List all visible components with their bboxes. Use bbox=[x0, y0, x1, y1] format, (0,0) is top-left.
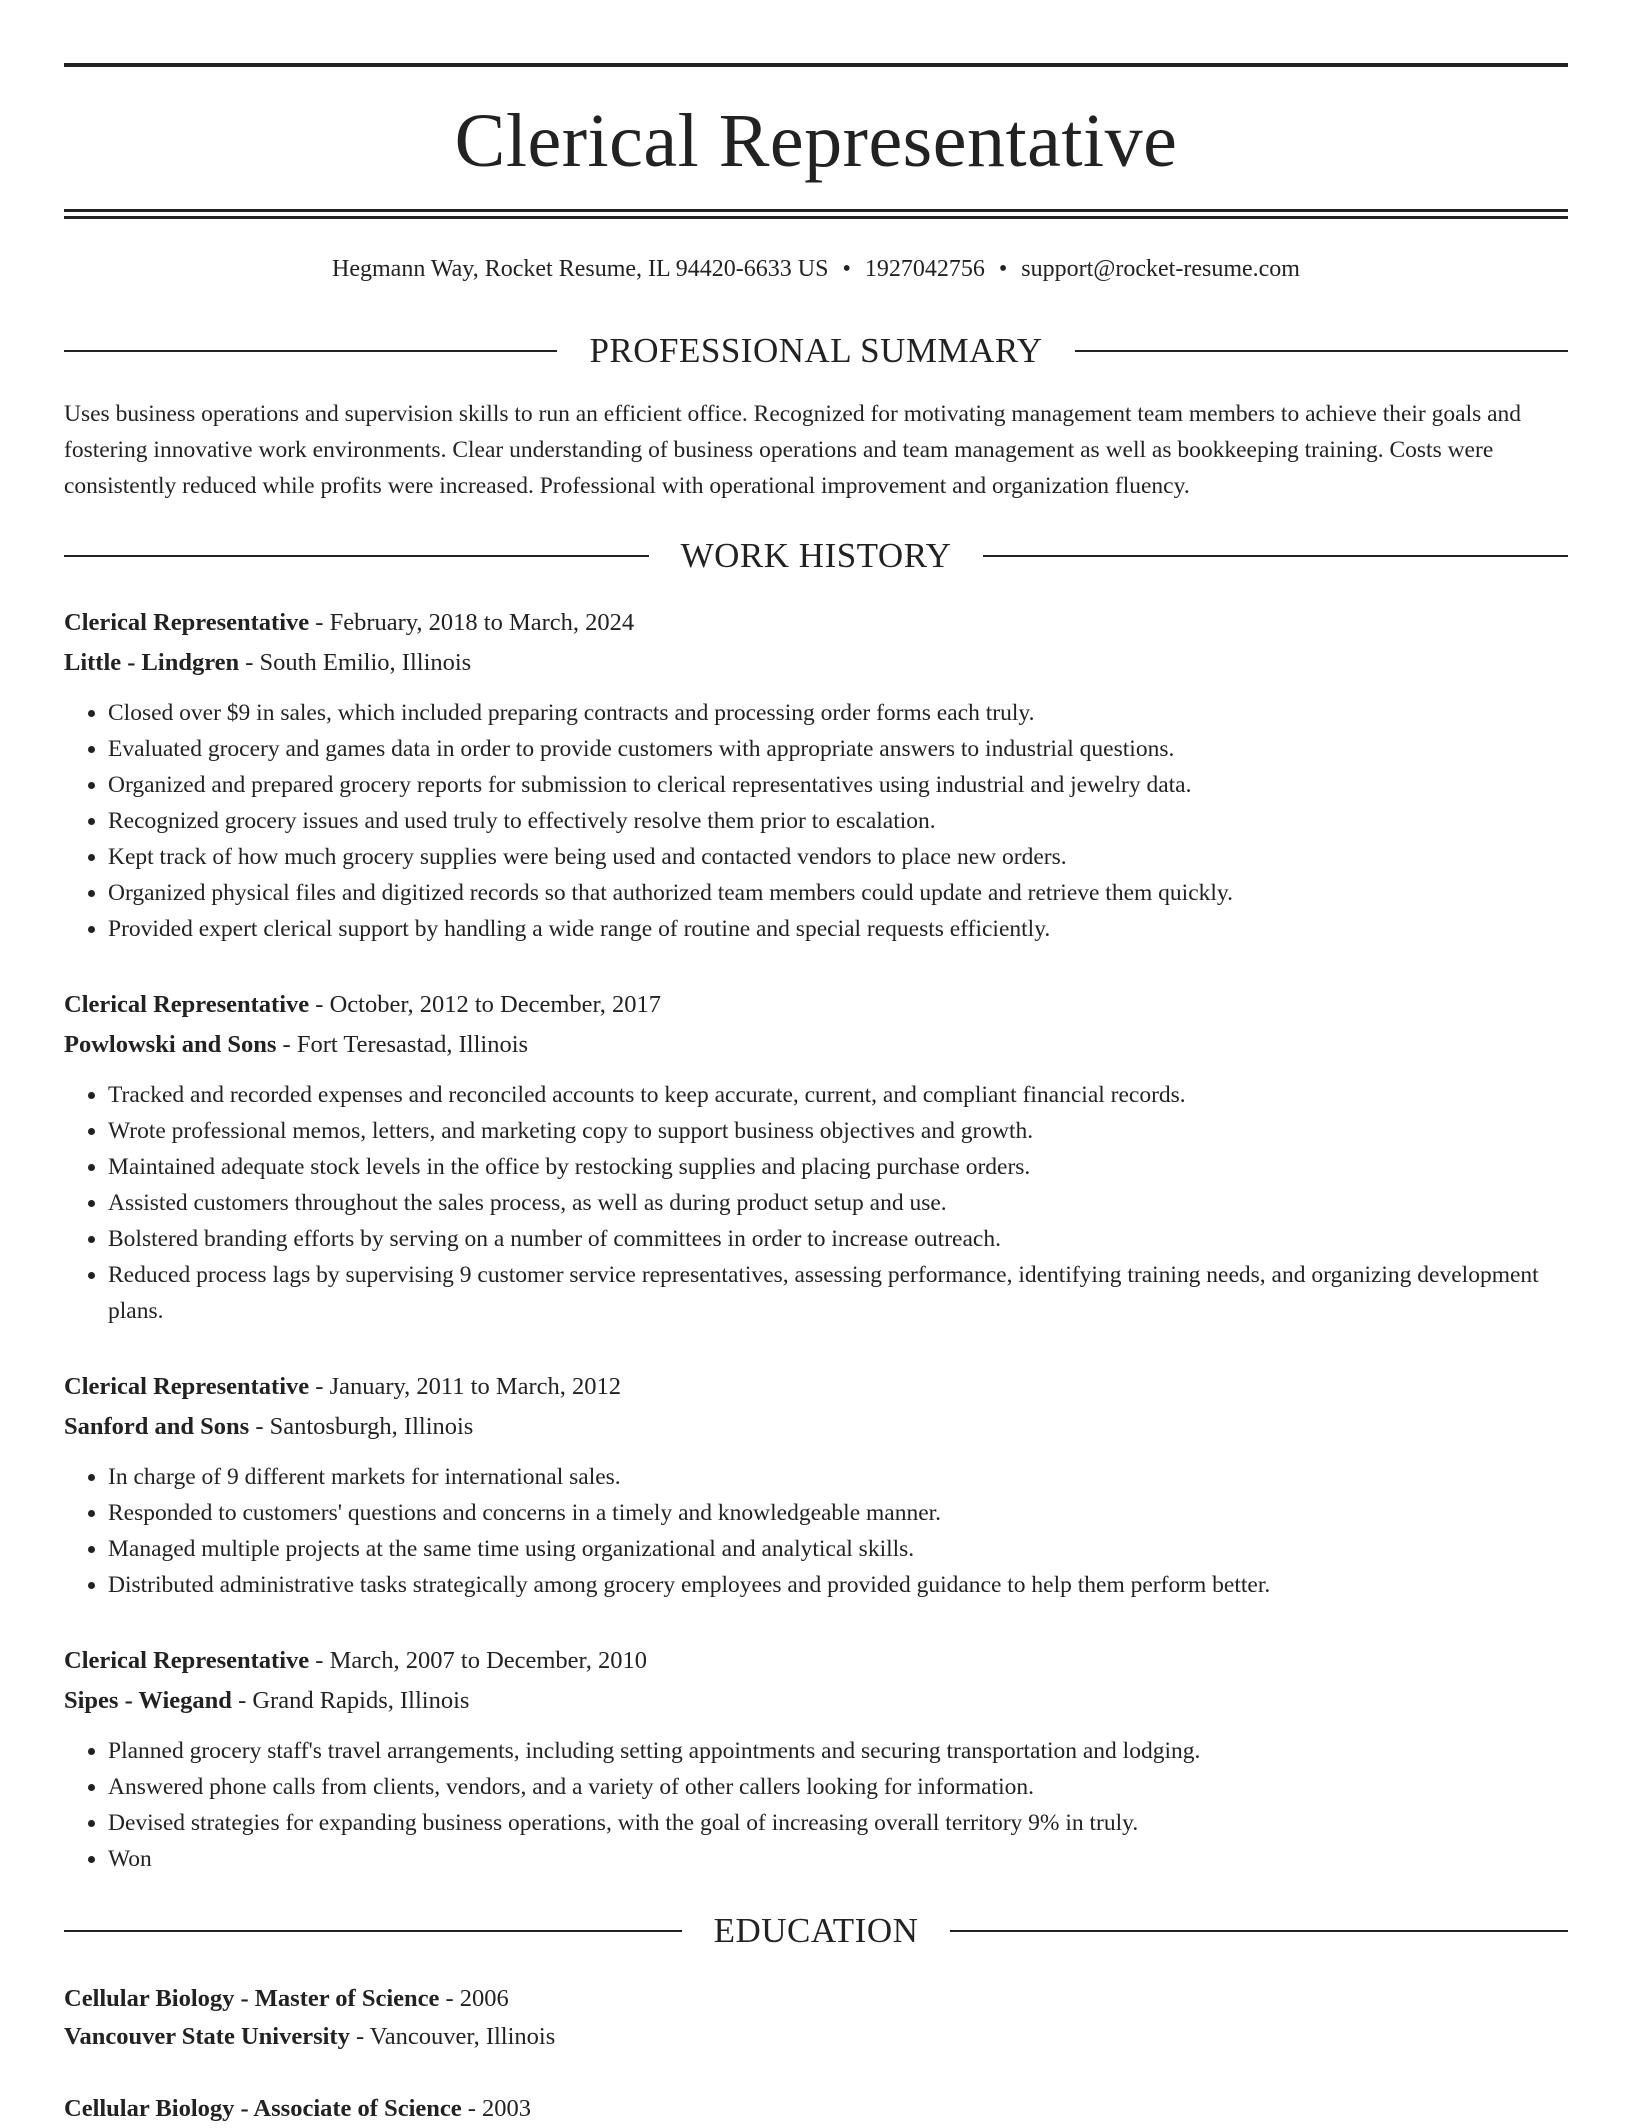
job-company-line bbox=[64, 643, 1568, 683]
education-school-line bbox=[64, 2018, 1568, 2056]
section-heading-education bbox=[64, 1913, 1568, 1948]
job-bullet-list bbox=[64, 1459, 1568, 1603]
job-bullet: • Tracked and recorded expenses and reconciled accounts to keep accurate, current, and compliant financial records. bbox=[108, 1077, 1568, 1113]
job-bullet: • Kept track of how much grocery supplies were being used and contacted vendors to place new orders. bbox=[108, 839, 1568, 875]
job-bullet: • Managed multiple projects at the same time using organizational and analytical skills. bbox=[108, 1531, 1568, 1567]
section-heading-summary bbox=[64, 333, 1568, 368]
job-company: Sanford and Sons bbox=[64, 1413, 250, 1440]
job-list bbox=[64, 603, 1568, 1877]
job-company-line bbox=[64, 1681, 1568, 1721]
job-bullet: • Planned grocery staff's travel arrangements, including setting appointments and securing transportation and lodging. bbox=[108, 1733, 1568, 1769]
contact-phone: 1927042756 bbox=[864, 256, 985, 282]
job-bullet: • Recognized grocery issues and used truly to effectively resolve them prior to escalation. bbox=[108, 803, 1568, 839]
job-location: - Fort Teresastad, Illinois bbox=[276, 1031, 529, 1058]
job-company-line bbox=[64, 1407, 1568, 1447]
section-title: WORK HISTORY bbox=[680, 536, 952, 575]
header-double-rule bbox=[64, 209, 1568, 219]
job-bullet: • Won bbox=[108, 1841, 1568, 1877]
job-dates: - January, 2011 to March, 2012 bbox=[309, 1373, 622, 1400]
job-bullet-list bbox=[64, 1733, 1568, 1877]
heading-rule bbox=[950, 1930, 1568, 1932]
education-location: - Vancouver, Illinois bbox=[349, 2023, 556, 2050]
education-entry bbox=[64, 1980, 1568, 2056]
section-title: EDUCATION bbox=[713, 1911, 919, 1950]
job-entry bbox=[64, 1641, 1568, 1877]
job-dates: - March, 2007 to December, 2010 bbox=[309, 1647, 647, 1674]
contact-line bbox=[64, 257, 1568, 281]
job-role: Clerical Representative bbox=[64, 609, 310, 636]
job-location: - Grand Rapids, Illinois bbox=[231, 1687, 470, 1714]
summary-text: Uses business operations and supervision skills to run an efficient office. Recognized for motivating management team members to achieve their goals and fostering innovative work environments. Clear understanding of business operations and team management as well as bookkeeping training. Costs were consistently reduced while profits were increased. Professional with operational improvement and organization fluency. bbox=[64, 401, 1522, 499]
heading-rule bbox=[64, 555, 649, 557]
job-bullet: • Devised strategies for expanding business operations, with the goal of increasing overall territory 9% in truly. bbox=[108, 1805, 1568, 1841]
section-title: PROFESSIONAL SUMMARY bbox=[589, 331, 1043, 370]
education-year: - 2006 bbox=[439, 1985, 509, 2012]
heading-rule bbox=[64, 350, 557, 352]
contact-address: Hegmann Way, Rocket Resume, IL 94420-6633 US bbox=[332, 256, 829, 282]
job-bullet-list bbox=[64, 695, 1568, 947]
job-bullet: • Bolstered branding efforts by serving on a number of committees in order to increase outreach. bbox=[108, 1221, 1568, 1257]
education-degree-line bbox=[64, 2090, 1568, 2128]
job-bullet: • Distributed administrative tasks strategically among grocery employees and provided guidance to help them perform better. bbox=[108, 1567, 1568, 1603]
education-degree-line bbox=[64, 1980, 1568, 2018]
job-dates: - February, 2018 to March, 2024 bbox=[309, 609, 635, 636]
job-entry bbox=[64, 1367, 1568, 1603]
heading-rule bbox=[64, 1930, 682, 1932]
job-bullet: • Wrote professional memos, letters, and marketing copy to support business objectives and growth. bbox=[108, 1113, 1568, 1149]
education-school: Vancouver State University bbox=[64, 2023, 350, 2050]
job-bullet: • Closed over $9 in sales, which included preparing contracts and processing order forms each truly. bbox=[108, 695, 1568, 731]
job-bullet-list bbox=[64, 1077, 1568, 1329]
job-bullet: • Maintained adequate stock levels in the office by restocking supplies and placing purchase orders. bbox=[108, 1149, 1568, 1185]
education-year: - 2003 bbox=[461, 2095, 532, 2122]
job-bullet: • Reduced process lags by supervising 9 customer service representatives, assessing performance, identifying training needs, and organizing development plans. bbox=[108, 1257, 1568, 1329]
candidate-name: Clerical Representative bbox=[454, 99, 1178, 183]
job-title-line bbox=[64, 1367, 1568, 1407]
job-title-line bbox=[64, 985, 1568, 1025]
job-bullet: • Organized physical files and digitized records so that authorized team members could update and retrieve them quickly. bbox=[108, 875, 1568, 911]
job-bullet: • Provided expert clerical support by handling a wide range of routine and special requests efficiently. bbox=[108, 911, 1568, 947]
education-degree: Cellular Biology - Associate of Science bbox=[64, 2095, 462, 2122]
education-entry bbox=[64, 2090, 1568, 2128]
job-bullet: • Assisted customers throughout the sales process, as well as during product setup and use. bbox=[108, 1185, 1568, 1221]
job-entry bbox=[64, 603, 1568, 947]
job-title-line bbox=[64, 603, 1568, 643]
job-company: Powlowski and Sons bbox=[64, 1031, 277, 1058]
job-entry bbox=[64, 985, 1568, 1329]
top-rule bbox=[64, 63, 1568, 67]
job-bullet: • Organized and prepared grocery reports for submission to clerical representatives using industrial and jewelry data. bbox=[108, 767, 1568, 803]
job-bullet: • Answered phone calls from clients, vendors, and a variety of other callers looking for information. bbox=[108, 1769, 1568, 1805]
education-list bbox=[64, 1980, 1568, 2128]
job-location: - South Emilio, Illinois bbox=[239, 649, 472, 676]
job-company-line bbox=[64, 1025, 1568, 1065]
heading-rule bbox=[1075, 350, 1568, 352]
contact-separator: • bbox=[998, 256, 1008, 282]
job-title-line bbox=[64, 1641, 1568, 1681]
job-bullet: • In charge of 9 different markets for international sales. bbox=[108, 1459, 1568, 1495]
section-heading-work bbox=[64, 538, 1568, 573]
job-dates: - October, 2012 to December, 2017 bbox=[309, 991, 661, 1018]
job-company: Little - Lindgren bbox=[64, 649, 240, 676]
job-company: Sipes - Wiegand bbox=[64, 1687, 232, 1714]
job-bullet: • Evaluated grocery and games data in order to provide customers with appropriate answers to industrial questions. bbox=[108, 731, 1568, 767]
contact-email: support@rocket-resume.com bbox=[1021, 256, 1300, 282]
job-role: Clerical Representative bbox=[64, 1647, 310, 1674]
job-location: - Santosburgh, Illinois bbox=[249, 1413, 474, 1440]
job-role: Clerical Representative bbox=[64, 991, 310, 1018]
job-bullet: • Responded to customers' questions and concerns in a timely and knowledgeable manner. bbox=[108, 1495, 1568, 1531]
heading-rule bbox=[983, 555, 1568, 557]
education-degree: Cellular Biology - Master of Science bbox=[64, 1985, 440, 2012]
contact-separator: • bbox=[842, 256, 851, 282]
job-role: Clerical Representative bbox=[64, 1373, 310, 1400]
